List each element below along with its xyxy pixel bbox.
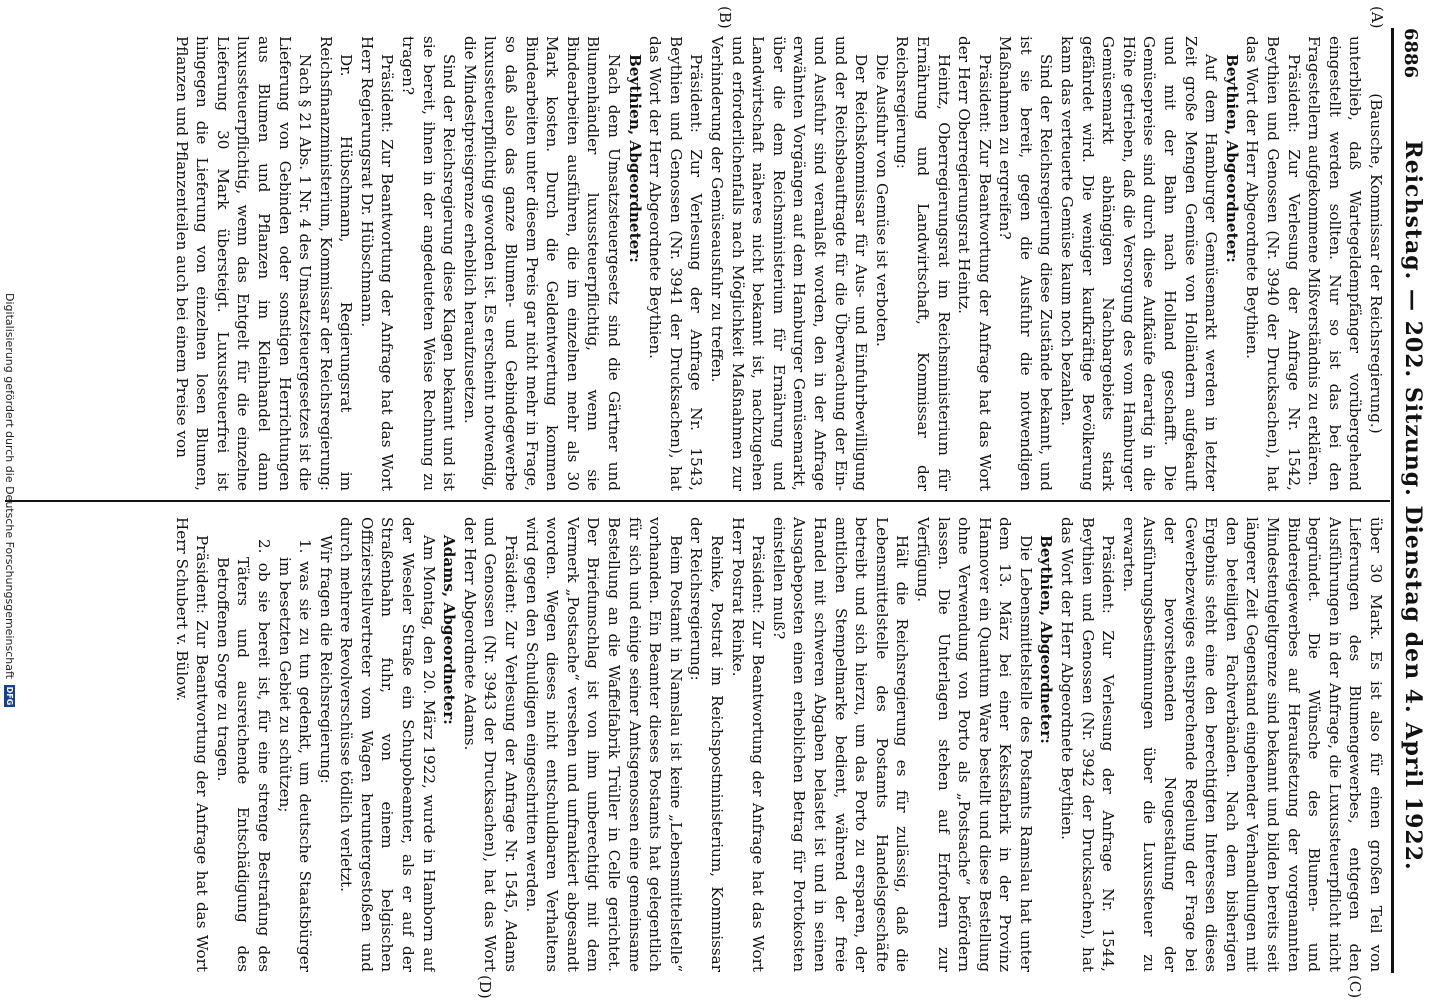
president-statement: Präsident: Zur Verlesung der Anfrage Nr. 1542, Beythien und Genossen (Nr. 3940 der Drucksachen), hat das Wort der Herr Abgeordnete Beythien.	[1243, 36, 1303, 491]
inquiry-question: Hält die Reichsregierung es für zulässig, daß die Lebensmittelstelle des Postamts Handelsgeschäfte betreibt und sich hierzu, um das Porto zu ersparen, der amtlichen Stempelmarke bedient, während der freie Handel mit schweren Abgaben belastet ist und in seinen Ausgabeposten einen erheblichen Betrag für Portokosten einstellen muß?	[769, 517, 912, 972]
president-statement: Präsident: Zur Verlesung der Anfrage Nr. 1545, Adams und Genossen (Nr. 3943 der Drucksachen), hat das Wort der Herr Abgeordnete Adams.	[460, 517, 521, 972]
answer-text: Die Ausfuhr von Gemüse ist verboten.	[872, 54, 891, 347]
page-header	[1400, 28, 1434, 973]
inquiry-question: Sind der Reichsregierung diese Zustände bekannt, und ist sie bereit, gegen die Ausfuhr die notwendigen Maßnahmen zu ergreifen?	[996, 36, 1056, 491]
right-column	[6, 517, 1386, 972]
dfg-logo: DFG	[5, 686, 15, 706]
margin-marker-a: (A)	[1368, 6, 1386, 29]
inquiry-question: Wir fragen die Reichsregierung:	[316, 535, 335, 784]
page-title: Reichstag. — 202. Sitzung. Dienstag den 4. April 1922.	[1400, 140, 1426, 871]
president-statement: Präsident: Zur Beantwortung der Anfrage hat das Wort der Herr Oberregierungsrat Heintz.	[955, 36, 994, 491]
president-statement: Präsident: Zur Beantwortung der Anfrage hat das Wort Herr Postrat Reinke.	[728, 517, 768, 972]
speaker-heading: Heintz, Oberregierungsrat im Reichsministerium für Ernährung und Landwirtschaft, Kommissar der Reichsregierung:	[893, 36, 953, 491]
president-statement: Präsident: Zur Verlesung der Anfrage Nr. 1543, Beythien und Genossen (Nr. 3941 der Drucksachen), hat das Wort der Herr Abgeordnete Beythien.	[646, 36, 706, 491]
paragraph: unterblieb, daß Wartegeldempfänger vorübergehend eingestellt werden sollten. Nur so ist das bei den Fragestellern aufgekommene Mißverständnis zu erklären.	[1305, 36, 1365, 491]
answer-text: Beim Postamt in Namslau ist keine „Lebensmittelstelle“ vorhanden. Ein Beamter dieses Postamts hat gelegentlich für sich und einige seiner Amtsgenossen eine gemeinsame Bestellung an die Waffelfabrik Trüller in Celle gerichtet. Der Briefumschlag ist von ihm unberechtigt mit dem Vermerk „Postsache“ versehen und unfrankiert abgesandt worden. Wegen dieses nicht entschuldbaren Verhaltens wird gegen den Schuldigen eingeschritten werden.	[522, 517, 685, 972]
left-column	[6, 36, 1386, 491]
inquiry-text: Auf dem Hamburger Gemüsemarkt werden in letzter Zeit große Mengen Gemüse von Holländern aufgekauft und mit der Bahn nach Holland geschafft. Die Gemüsepreise sind durch diese Aufkäufe derartig in die Höhe getrieben, daß die Versorgung des vom Hamburger Gemüsemarkt abhängigen Nachbargebiets stark gefährdet wird. Die weniger kaufkräftige Bevölkerung kann das verteuerte Gemüse kaum noch bezahlen.	[1058, 36, 1221, 491]
column-divider	[5, 500, 1390, 502]
president-statement: Präsident: Zur Beantwortung der Anfrage hat das Wort Herr Schubert v. Bülow.	[172, 517, 212, 972]
speaker-heading: Beythien, Abgeordneter:	[1222, 54, 1241, 263]
inquiry-question: Sind der Reichsregierung diese Klagen bekannt und ist sie bereit, ihnen in der angedeuteten Weise Rechnung zu tragen?	[399, 36, 459, 491]
credit-text: Digitalisierung gefördert durch die Deutsche Forschungsgemeinschaft	[3, 293, 17, 679]
page-number: 6886	[1400, 28, 1421, 79]
digitization-credit	[1, 0, 19, 1000]
president-statement: Präsident: Zur Verlesung der Anfrage Nr. 1544, Beythien und Genossen (Nr. 3942 der Drucksachen), hat das Wort der Herr Abgeordnete Beythien.	[1058, 517, 1118, 972]
header-rule	[1391, 28, 1394, 973]
speaker-heading: Beythien, Abgeordneter:	[625, 54, 644, 263]
inquiry-text: Die Lebensmittelstelle des Postamts Ramslau hat unter dem 13. März bei einer Kekssfabrik in der Provinz Hannover ein Quantum Ware bestellt und diese Bestellung ohne Verwendung von Porto als „Postsache“ befördern lassen. Die Unterlagen stehen auf Erfordern zur Verfügung.	[913, 517, 1035, 972]
list-item: 1. was sie zu tun gedenkt, um deutsche Staatsbürger im besetzten Gebiet zu schützen;	[275, 539, 315, 972]
answer-text: über 30 Mark. Es ist also für einen großen Teil von Lieferungen des Blumengewerbes, entgegen den Ausführungen in der Anfrage, die Luxussteuerpflicht nicht begründet. Die Wünsche des Blumen- und Bindereigewerbes auf Heraufsetzung der vorgenannten Mindestentgeltgrenze sind bekannt und bilden bereits seit längerer Zeit Gegenstand eingehender Verhandlungen mit den beteiligten Fachverbänden. Nach dem bisherigen Ergebnis steht eine den berechtigten Interessen dieses Gewerbezweiges entsprechende Regelung der Frage bei der bevorstehenden Neugestaltung der Ausführungsbestimmungen über die Luxussteuer zu erwarten.	[1119, 517, 1385, 972]
president-statement: Präsident: Zur Beantwortung der Anfrage hat das Wort Herr Regierungsrat Dr. Hübschmann.	[357, 36, 397, 491]
answer-text: Der Reichskommissar für Aus- und Einfuhrbewilligung und der Reichsbeauftragte für die Überwachung der Ein- und Ausfuhr sind veranlaßt worden, den in der Anfrage erwähnten Vorgängen auf dem Hamburger Gemüsemarkt, über die dem Reichsministerium für Ernährung und Landwirtschaft näheres nicht bekannt ist, nachzugehen und erforderlichenfalls nach Möglichkeit Maßnahmen zur Verhinderung der Gemüseausfuhr zu treffen.	[708, 36, 871, 491]
speaker-heading: Reinke, Postrat im Reichspostministerium, Kommissar der Reichsregierung:	[687, 517, 726, 972]
margin-marker-b: (B)	[716, 6, 734, 29]
speaker-heading: Adams, Abgeordneter:	[440, 535, 459, 725]
speaker-heading: Beythien, Abgeordneter:	[1037, 535, 1056, 744]
speaker-heading: Dr. Hübschmann, Regierungsrat im Reichsfinanzministerium, Kommissar der Reichsregierung:	[316, 36, 356, 491]
margin-marker-c: (C)	[1346, 975, 1364, 999]
speaker-continuation: (Bausche, Kommissar der Reichsregierung.)	[1367, 93, 1385, 434]
answer-text: Nach § 21 Abs. 1 Nr. 4 des Umsatzsteuergesetzes ist die Lieferung von Gebinden oder sonstigen Herrichtungen aus Blumen und Pflanzen im Kleinhandel dann luxussteuerpflichtig, wenn das Entgelt für die einzelne Lieferung 30 Mark übersteigt. Luxussteuerfrei ist hingegen die Lieferung von einzelnen losen Blumen, Pflanzen und Pflanzenteilen auch bei einem Preise von	[172, 36, 315, 491]
list-item: 2. ob sie bereit ist, für eine strenge Bestrafung des Täters und ausreichende Entschädigung des Betroffenen Sorge zu tragen.	[213, 539, 273, 972]
inquiry-text: Am Montag, den 20. März 1922, wurde in Hamborn auf der Weseler Straße ein Schupobeamter, als er auf der Straßenbahn fuhr, von einem belgischen Offizierstellvertreter vom Wagen heruntergestoßen und durch mehrere Revolverschüsse tödlich verletzt.	[337, 517, 438, 972]
margin-marker-d: (D)	[476, 975, 494, 999]
inquiry-text: Nach dem Umsatzsteuergesetz sind die Gärtner und Blumenhändler luxussteuerpflichtig, wenn sie Bindearbeiten ausführen, die im einzelnen mehr als 30 Mark kosten. Durch die Geldentwertung kommen Bindearbeiten unter diesem Preis gar nicht mehr in Frage, so daß also das ganze Blumen- und Gebindegewerbe luxussteuerpflichtig geworden ist. Es erscheint notwendig, die Mindestpreisgrenze erheblich heraufzusetzen.	[460, 36, 624, 491]
